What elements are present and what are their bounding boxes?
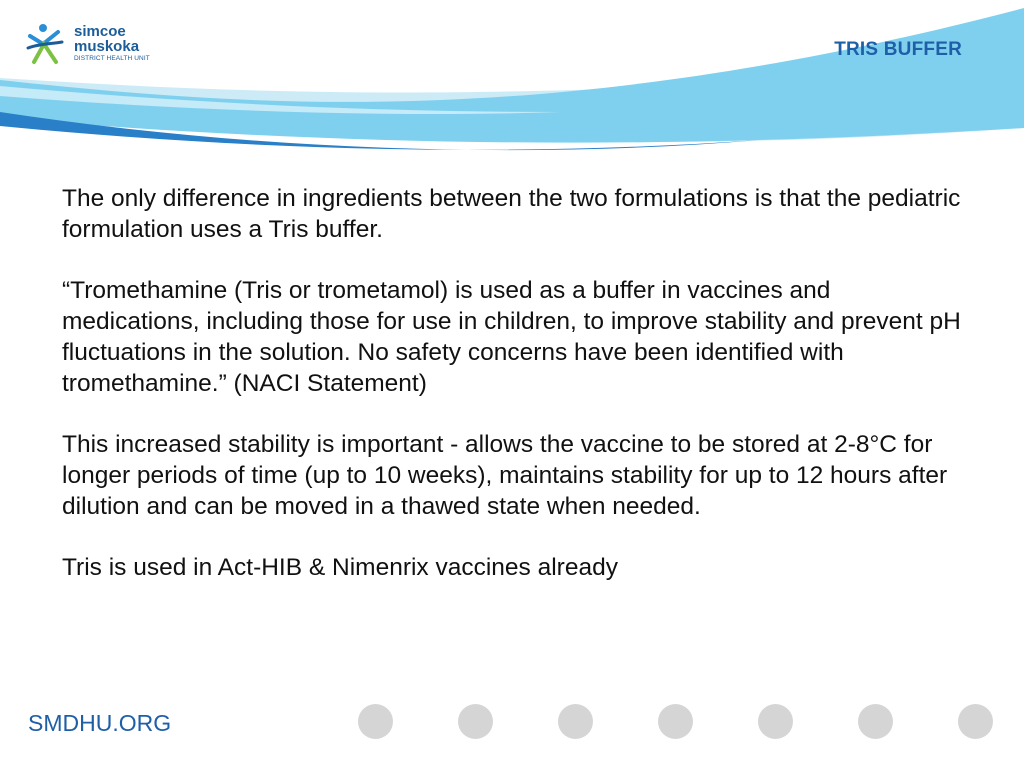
logo-subtitle: DISTRICT HEALTH UNIT <box>74 55 150 62</box>
paragraph-existing-use: Tris is used in Act-HIB & Nimenrix vaccines already <box>62 554 618 581</box>
website-link[interactable]: SMDHU.ORG <box>28 710 172 736</box>
decorative-dot <box>358 704 393 739</box>
logo-word-muskoka: muskoka <box>74 38 140 55</box>
health-unit-figure-icon <box>26 22 66 66</box>
decorative-dot <box>758 704 793 739</box>
decorative-dot <box>458 704 493 739</box>
decorative-dot <box>558 704 593 739</box>
slide-title: TRIS BUFFER <box>834 39 962 60</box>
decorative-dot <box>958 704 993 739</box>
paragraph-stability: This increased stability is important - allows the vaccine to be stored at 2-8°C for longer periods of time (up to 10 weeks), maintains stability for up to 12 hours after dilution and can be moved in a thawed state when needed. <box>62 431 948 520</box>
paragraph-naci-quote: “Tromethamine (Tris or trometamol) is used as a buffer in vaccines and medications, including those for use in children, to improve stability and prevent pH fluctuations in the solution. No safety concerns have been identified with tromethamine.” (NACI Statement) <box>62 277 961 397</box>
decorative-dot <box>658 704 693 739</box>
simcoe-muskoka-logo[interactable] <box>26 22 166 66</box>
paragraph-formulation-difference: The only difference in ingredients between the two formulations is that the pediatric formulation uses a Tris buffer. <box>62 185 961 243</box>
slide-body <box>62 183 972 613</box>
decorative-dot <box>858 704 893 739</box>
logo-word-simcoe: simcoe <box>74 23 126 40</box>
